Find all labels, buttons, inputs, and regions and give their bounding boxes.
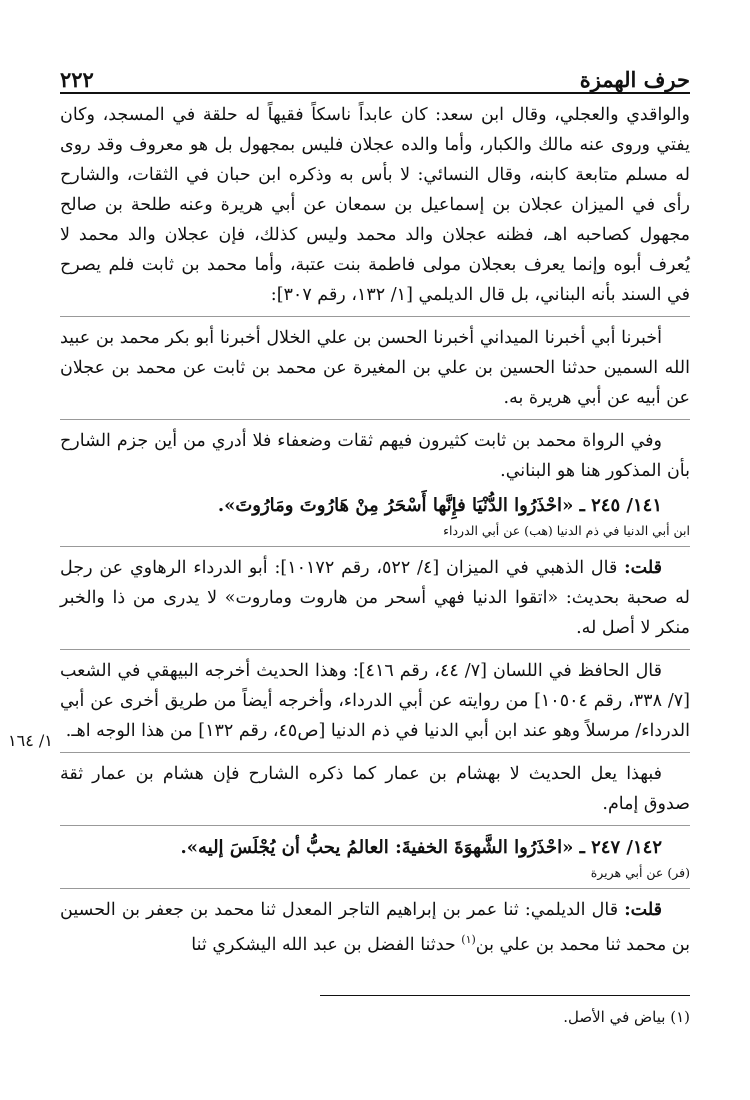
divider — [60, 888, 690, 889]
divider — [60, 316, 690, 317]
divider — [60, 546, 690, 547]
hadith-heading-247: ١٤٢/ ٢٤٧ ـ «احْذَرُوا الشَّهوَةَ الخفيةَ: العالمُ يحبُّ أن يُجْلَسَ إليه». — [180, 837, 662, 858]
divider — [60, 825, 690, 826]
divider — [60, 752, 690, 753]
chapter-title: حرف الهمزة — [579, 67, 690, 92]
paragraph-3: وفي الرواة محمد بن ثابت كثيرون فيهم ثقات وضعفاء فلا أدري من أين جزم الشارح بأن المذكور هنا هو البناني. — [60, 431, 690, 481]
commentary-text: قال الديلمي: ثنا عمر بن إبراهيم التاجر المعدل ثنا محمد بن جعفر بن الحسين بن محمد ثنا محمد بن علي بن — [60, 900, 690, 955]
footnote: (١) بياض في الأصل. — [563, 1008, 690, 1026]
commentary-247 — [60, 895, 690, 960]
qultu-label: قلت: — [624, 558, 662, 578]
footnote-marker: (١) — [461, 933, 476, 946]
page-body — [60, 50, 690, 960]
hadith-source-245: ابن أبي الدنيا في ذم الدنيا (هب) عن أبي الدرداء — [443, 523, 690, 538]
page-number: ٢٢٢ — [60, 67, 94, 92]
hadith-heading-245: ١٤١/ ٢٤٥ ـ «احْذَرُوا الدُّنْيَا فإِنَّها أَسْحَرُ مِنْ هَارُوتَ ومَارُوتَ». — [217, 495, 662, 516]
divider — [60, 419, 690, 420]
header-rule — [60, 92, 690, 94]
footnote-rule — [320, 995, 690, 996]
margin-reference: ١/ ١٦٤ — [8, 731, 53, 750]
paragraph-1: والواقدي والعجلي، وقال ابن سعد: كان عابداً ناسكاً فقيهاً له حلقة في المسجد، وكان يفتي وروى عنه مالك والكبار، وأما والده عجلان فليس بمجهول بل هو معروف وقد روى له مسلم متابعة كابنه، وقال النسائي: لا بأس به وذكره ابن حبان في الثقات، والشارح رأى في الميزان عجلان بن إسماعيل بن سمعان عن أبي هريرة وعنه طلحة بن صالح مجهول كصاحبه اهـ، فظنه عجلان والد محمد وليس كذلك، فإن عجلان والد محمد لا يُعرف أبوه وإنما يعرف بعجلان مولى فاطمة بنت عتبة، وأما محمد بن ثابت فلم يصرح في السند بأنه البناني، بل قال الديلمي [١/ ١٣٢، رقم ٣٠٧]: — [60, 105, 690, 305]
hadith-source-247: (فر) عن أبي هريرة — [590, 865, 690, 880]
commentary-text: قال الذهبي في الميزان [٤/ ٥٢٢، رقم ١٠١٧٢]: أبو الدرداء الرهاوي عن رجل له صحبة بحديث: «اتقوا الدنيا فهي أسحر من هاروت وماروت» لا يدرى من ذا والخبر منكر لا أصل له. — [60, 558, 690, 638]
running-header — [60, 50, 690, 92]
commentary-text: حدثنا الفضل بن عبد الله اليشكري ثنا — [191, 934, 462, 955]
paragraph-4: قال الحافظ في اللسان [٧/ ٤٤، رقم ٤١٦]: وهذا الحديث أخرجه البيهقي في الشعب [٧/ ٣٣٨، رقم ١٠٥٠٤] من روايته عن أبي الدرداء، وأخرجه أيضاً من طريق أخرى عن أبي الدرداء/ مرسلاً وهو عند ابن أبي الدنيا في ذم الدنيا [ص٤٥، رقم ١٣٢] من هذا الوجه اهـ. — [60, 661, 690, 741]
paragraph-5: فبهذا يعل الحديث لا بهشام بن عمار كما ذكره الشارح فإن هشام بن عمار ثقة صدوق إمام. — [60, 764, 690, 814]
paragraph-2: أخبرنا أبي أخبرنا الميداني أخبرنا الحسن بن علي الخلال أخبرنا أبو بكر محمد بن عبيد الله السمين حدثنا الحسين بن علي بن المغيرة عن محمد بن ثابت عن محمد بن عجلان عن أبيه عن أبي هريرة به. — [60, 328, 690, 408]
divider — [60, 649, 690, 650]
qultu-label: قلت: — [624, 900, 662, 920]
commentary-245 — [60, 553, 690, 643]
